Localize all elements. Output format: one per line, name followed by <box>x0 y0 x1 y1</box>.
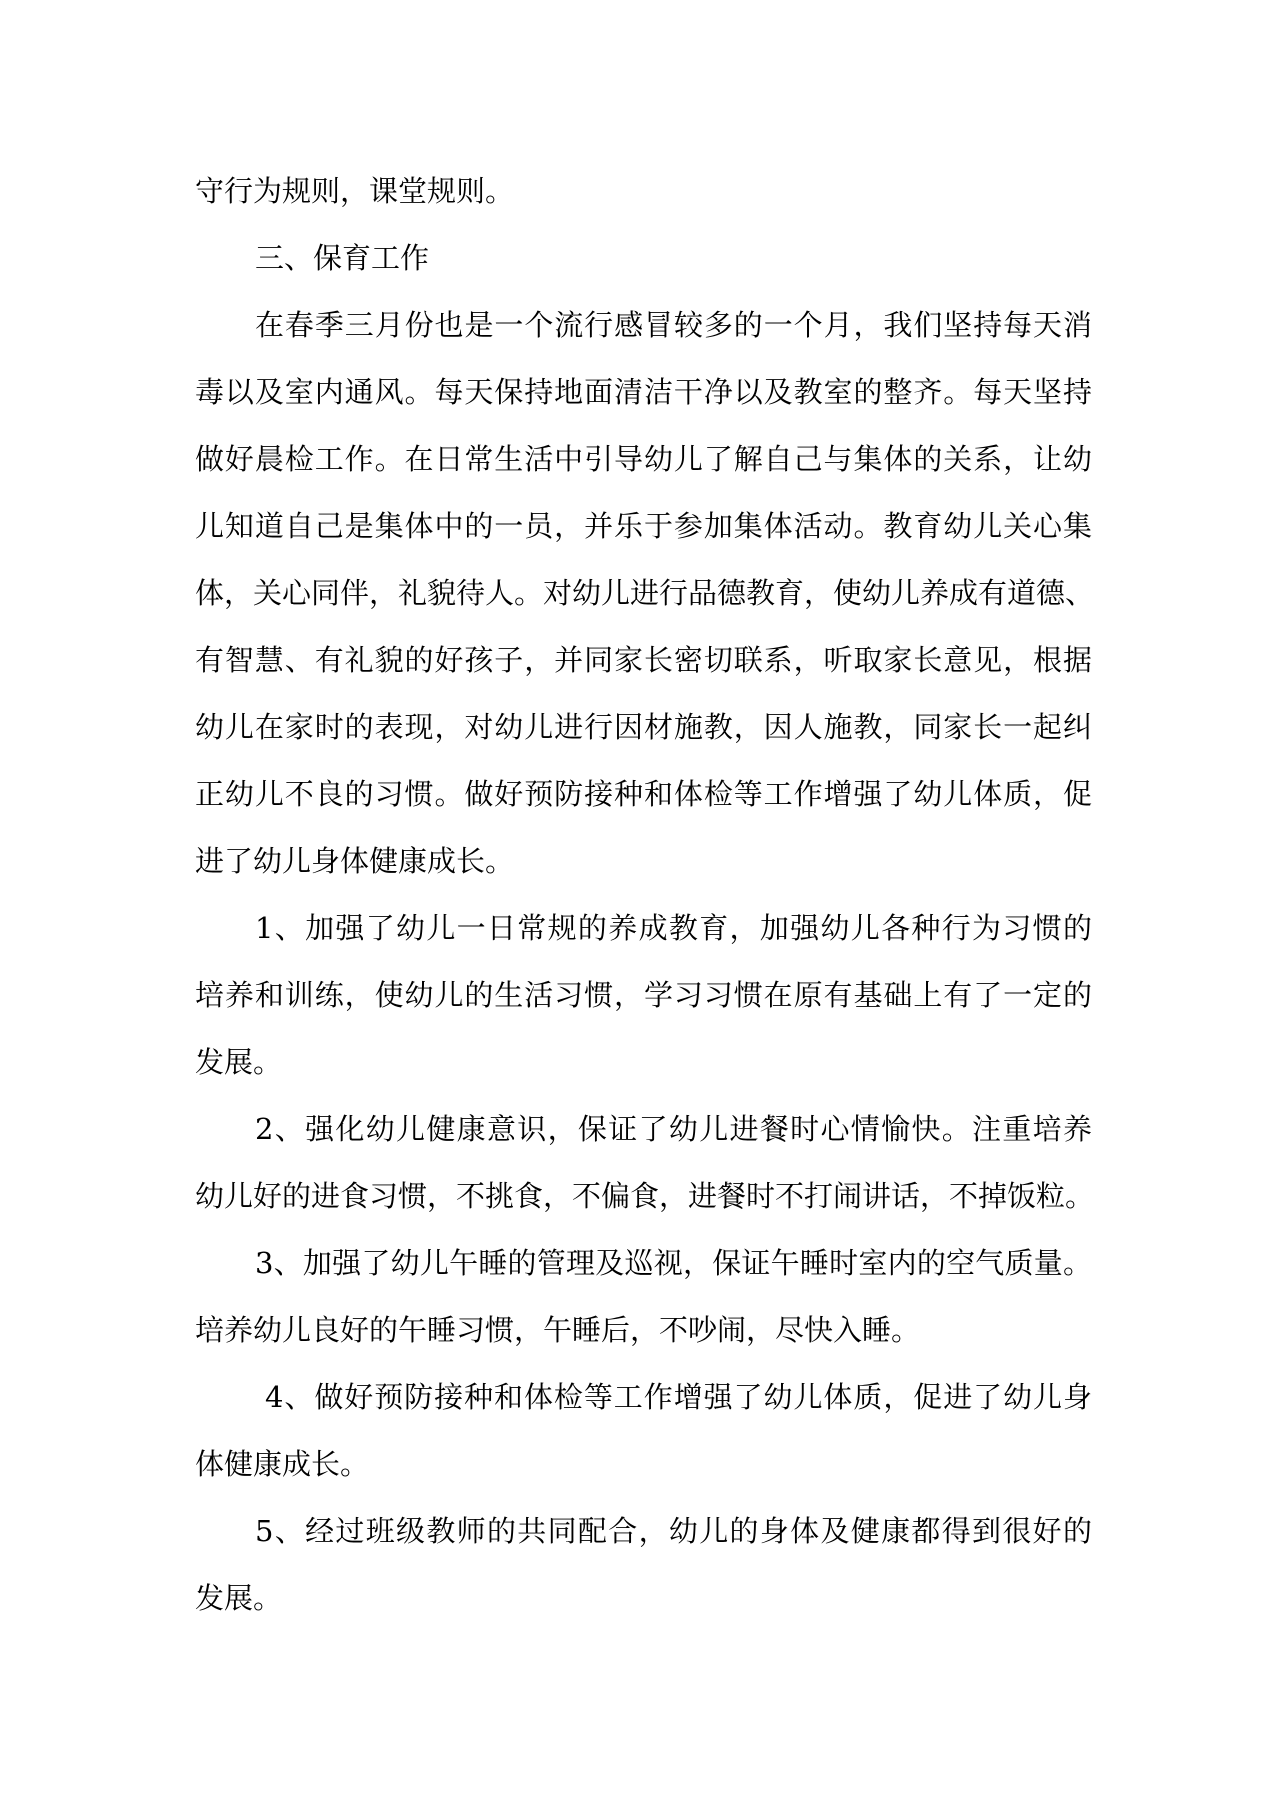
text-line: 毒以及室内通风。每天保持地面清洁干净以及教室的整齐。每天坚持 <box>195 375 1092 409</box>
text-line: 做好晨检工作。在日常生活中引导幼儿了解自己与集体的关系，让幼 <box>195 442 1092 476</box>
list-item-line: 3、加强了幼儿午睡的管理及巡视，保证午睡时室内的空气质量。 <box>255 1246 1092 1280</box>
list-item-line: 5、经过班级教师的共同配合，幼儿的身体及健康都得到很好的 <box>255 1514 1092 1548</box>
list-item-line: 发展。 <box>195 1045 283 1079</box>
text-line: 守行为规则，课堂规则。 <box>195 174 515 208</box>
list-item-line: 培养幼儿良好的午睡习惯，午睡后，不吵闹，尽快入睡。 <box>195 1313 921 1347</box>
text-line: 有智慧、有礼貌的好孩子，并同家长密切联系，听取家长意见，根据 <box>195 643 1092 677</box>
list-item-line: 2、强化幼儿健康意识，保证了幼儿进餐时心情愉快。注重培养 <box>255 1112 1092 1146</box>
list-item-line: 1、加强了幼儿一日常规的养成教育，加强幼儿各种行为习惯的 <box>255 911 1092 945</box>
list-item-line: 培养和训练，使幼儿的生活习惯，学习习惯在原有基础上有了一定的 <box>195 978 1092 1012</box>
list-item-line: 发展。 <box>195 1581 283 1615</box>
text-line: 在春季三月份也是一个流行感冒较多的一个月，我们坚持每天消 <box>255 308 1092 342</box>
list-item-line: 幼儿好的进食习惯，不挑食，不偏食，进餐时不打闹讲话，不掉饭粒。 <box>195 1179 1095 1213</box>
text-line: 正幼儿不良的习惯。做好预防接种和体检等工作增强了幼儿体质，促 <box>195 777 1092 811</box>
text-line: 体，关心同伴，礼貌待人。对幼儿进行品德教育，使幼儿养成有道德、 <box>195 576 1095 610</box>
document-body <box>195 158 1095 1632</box>
text-line: 幼儿在家时的表现，对幼儿进行因材施教，因人施教，同家长一起纠 <box>195 710 1092 744</box>
text-line: 进了幼儿身体健康成长。 <box>195 844 515 878</box>
section-heading: 三、保育工作 <box>255 241 430 275</box>
text-line: 儿知道自己是集体中的一员，并乐于参加集体活动。教育幼儿关心集 <box>195 509 1092 543</box>
list-item-line: 4、做好预防接种和体检等工作增强了幼儿体质，促进了幼儿身 <box>265 1380 1092 1414</box>
list-item-line: 体健康成长。 <box>195 1447 370 1481</box>
